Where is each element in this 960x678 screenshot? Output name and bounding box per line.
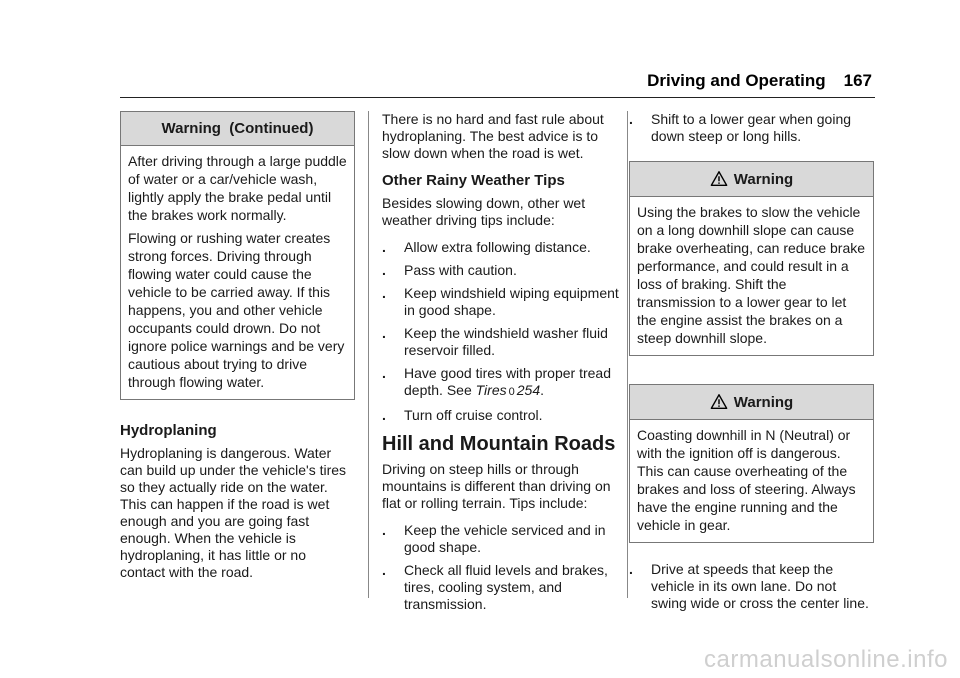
tips-lead: Besides slowing down, other wet weather driving tips include: bbox=[382, 195, 586, 228]
warning-header bbox=[121, 112, 354, 146]
list-item: . Shift to a lower gear when going down steep or long hills. bbox=[629, 111, 852, 144]
warning-header bbox=[630, 162, 873, 197]
intro-paragraph: There is no hard and fast rule about hydroplaning. The best advice is to slow down when the road is wet. bbox=[382, 111, 604, 161]
warning-title: Warning bbox=[733, 170, 794, 188]
column-right bbox=[629, 111, 874, 618]
warning-triangle-icon bbox=[710, 393, 728, 411]
warning-paragraph: Using the brakes to slow the vehicle on a long downhill slope can cause brake overheating, can reduce brake performance, and could result in a loss of braking. Shift the transmission to a lower gear to let the engine assist the brakes on a steep downhill slope. bbox=[637, 204, 866, 346]
list-item: . Check all fluid levels and brakes, tires, cooling system, and transmission. bbox=[382, 562, 608, 612]
tires-reference-link[interactable]: Tires bbox=[475, 382, 507, 398]
column-middle bbox=[382, 111, 622, 619]
section-title: Driving and Operating bbox=[647, 71, 826, 90]
hill-lead: Driving on steep hills or through mountains is different than driving on flat or rolling terrain. Tips include: bbox=[382, 461, 611, 511]
warning-paragraph: Flowing or rushing water creates strong forces. Driving through flowing water could cause the vehicle to be carried away. If this happens, you and other vehicle occupants could drown. Do not ignore police warnings and be very cautious about trying to drive through flowing water. bbox=[128, 230, 345, 390]
warning-body bbox=[121, 146, 354, 399]
rainy-tips-list bbox=[382, 239, 622, 424]
hill-tips-list bbox=[382, 522, 622, 613]
watermark: carmanualsonline.info bbox=[704, 646, 948, 673]
warning-box-coasting bbox=[629, 384, 874, 543]
column-divider bbox=[627, 111, 628, 598]
warning-title: Warning bbox=[733, 393, 794, 411]
list-item: . Pass with caution. bbox=[382, 262, 517, 278]
section-heading-hill-roads: Hill and Mountain Roads bbox=[382, 433, 616, 455]
list-item: . Drive at speeds that keep the vehicle in its own lane. Do not swing wide or cross the center line. bbox=[629, 561, 869, 611]
warning-triangle-icon bbox=[710, 170, 728, 188]
hill-tips-continued bbox=[629, 111, 874, 145]
warning-paragraph: Coasting downhill in N (Neutral) or with the ignition off is dangerous. This can cause overheating of the brakes and loss of steering. Always have the engine running and the vehicle in gear. bbox=[637, 427, 856, 533]
page-header bbox=[647, 71, 872, 91]
section-heading-rainy-tips: Other Rainy Weather Tips bbox=[382, 172, 565, 189]
list-item: . Keep windshield wiping equipment in good shape. bbox=[382, 285, 619, 318]
warning-box-brakes bbox=[629, 161, 874, 356]
warning-header bbox=[630, 385, 873, 420]
warning-paragraph: After driving through a large puddle of water or a car/vehicle wash, lightly apply the brake pedal until the brakes work normally. bbox=[128, 153, 347, 223]
page-number: 167 bbox=[843, 71, 872, 90]
column-left bbox=[120, 111, 355, 581]
list-item: . Have good tires with proper tread depth. See Tires 0 254. bbox=[382, 365, 611, 398]
hydroplaning-paragraph: Hydroplaning is dangerous. Water can build up under the vehicle's tires so they actually ride on the water. This can happen if the road is wet enough and you are going fast enough. When the vehicle is hydroplaning, it has little or no contact with the road. bbox=[120, 445, 347, 580]
column-divider bbox=[368, 111, 369, 598]
warning-title: Warning (Continued) bbox=[161, 120, 314, 137]
warning-box-continued bbox=[120, 111, 355, 400]
page-ref-arrow-icon: 0 bbox=[508, 386, 515, 398]
section-heading-hydroplaning: Hydroplaning bbox=[120, 422, 217, 439]
tires-page-ref[interactable]: 254 bbox=[516, 382, 541, 398]
warning-body bbox=[630, 197, 873, 355]
list-item: . Keep the windshield washer fluid reservoir filled. bbox=[382, 325, 608, 358]
header-rule bbox=[120, 97, 875, 98]
list-item: . Allow extra following distance. bbox=[382, 239, 591, 255]
list-item: . Turn off cruise control. bbox=[382, 407, 543, 423]
list-item: . Keep the vehicle serviced and in good shape. bbox=[382, 522, 606, 555]
hill-tips-final bbox=[629, 561, 874, 612]
warning-body bbox=[630, 420, 873, 542]
